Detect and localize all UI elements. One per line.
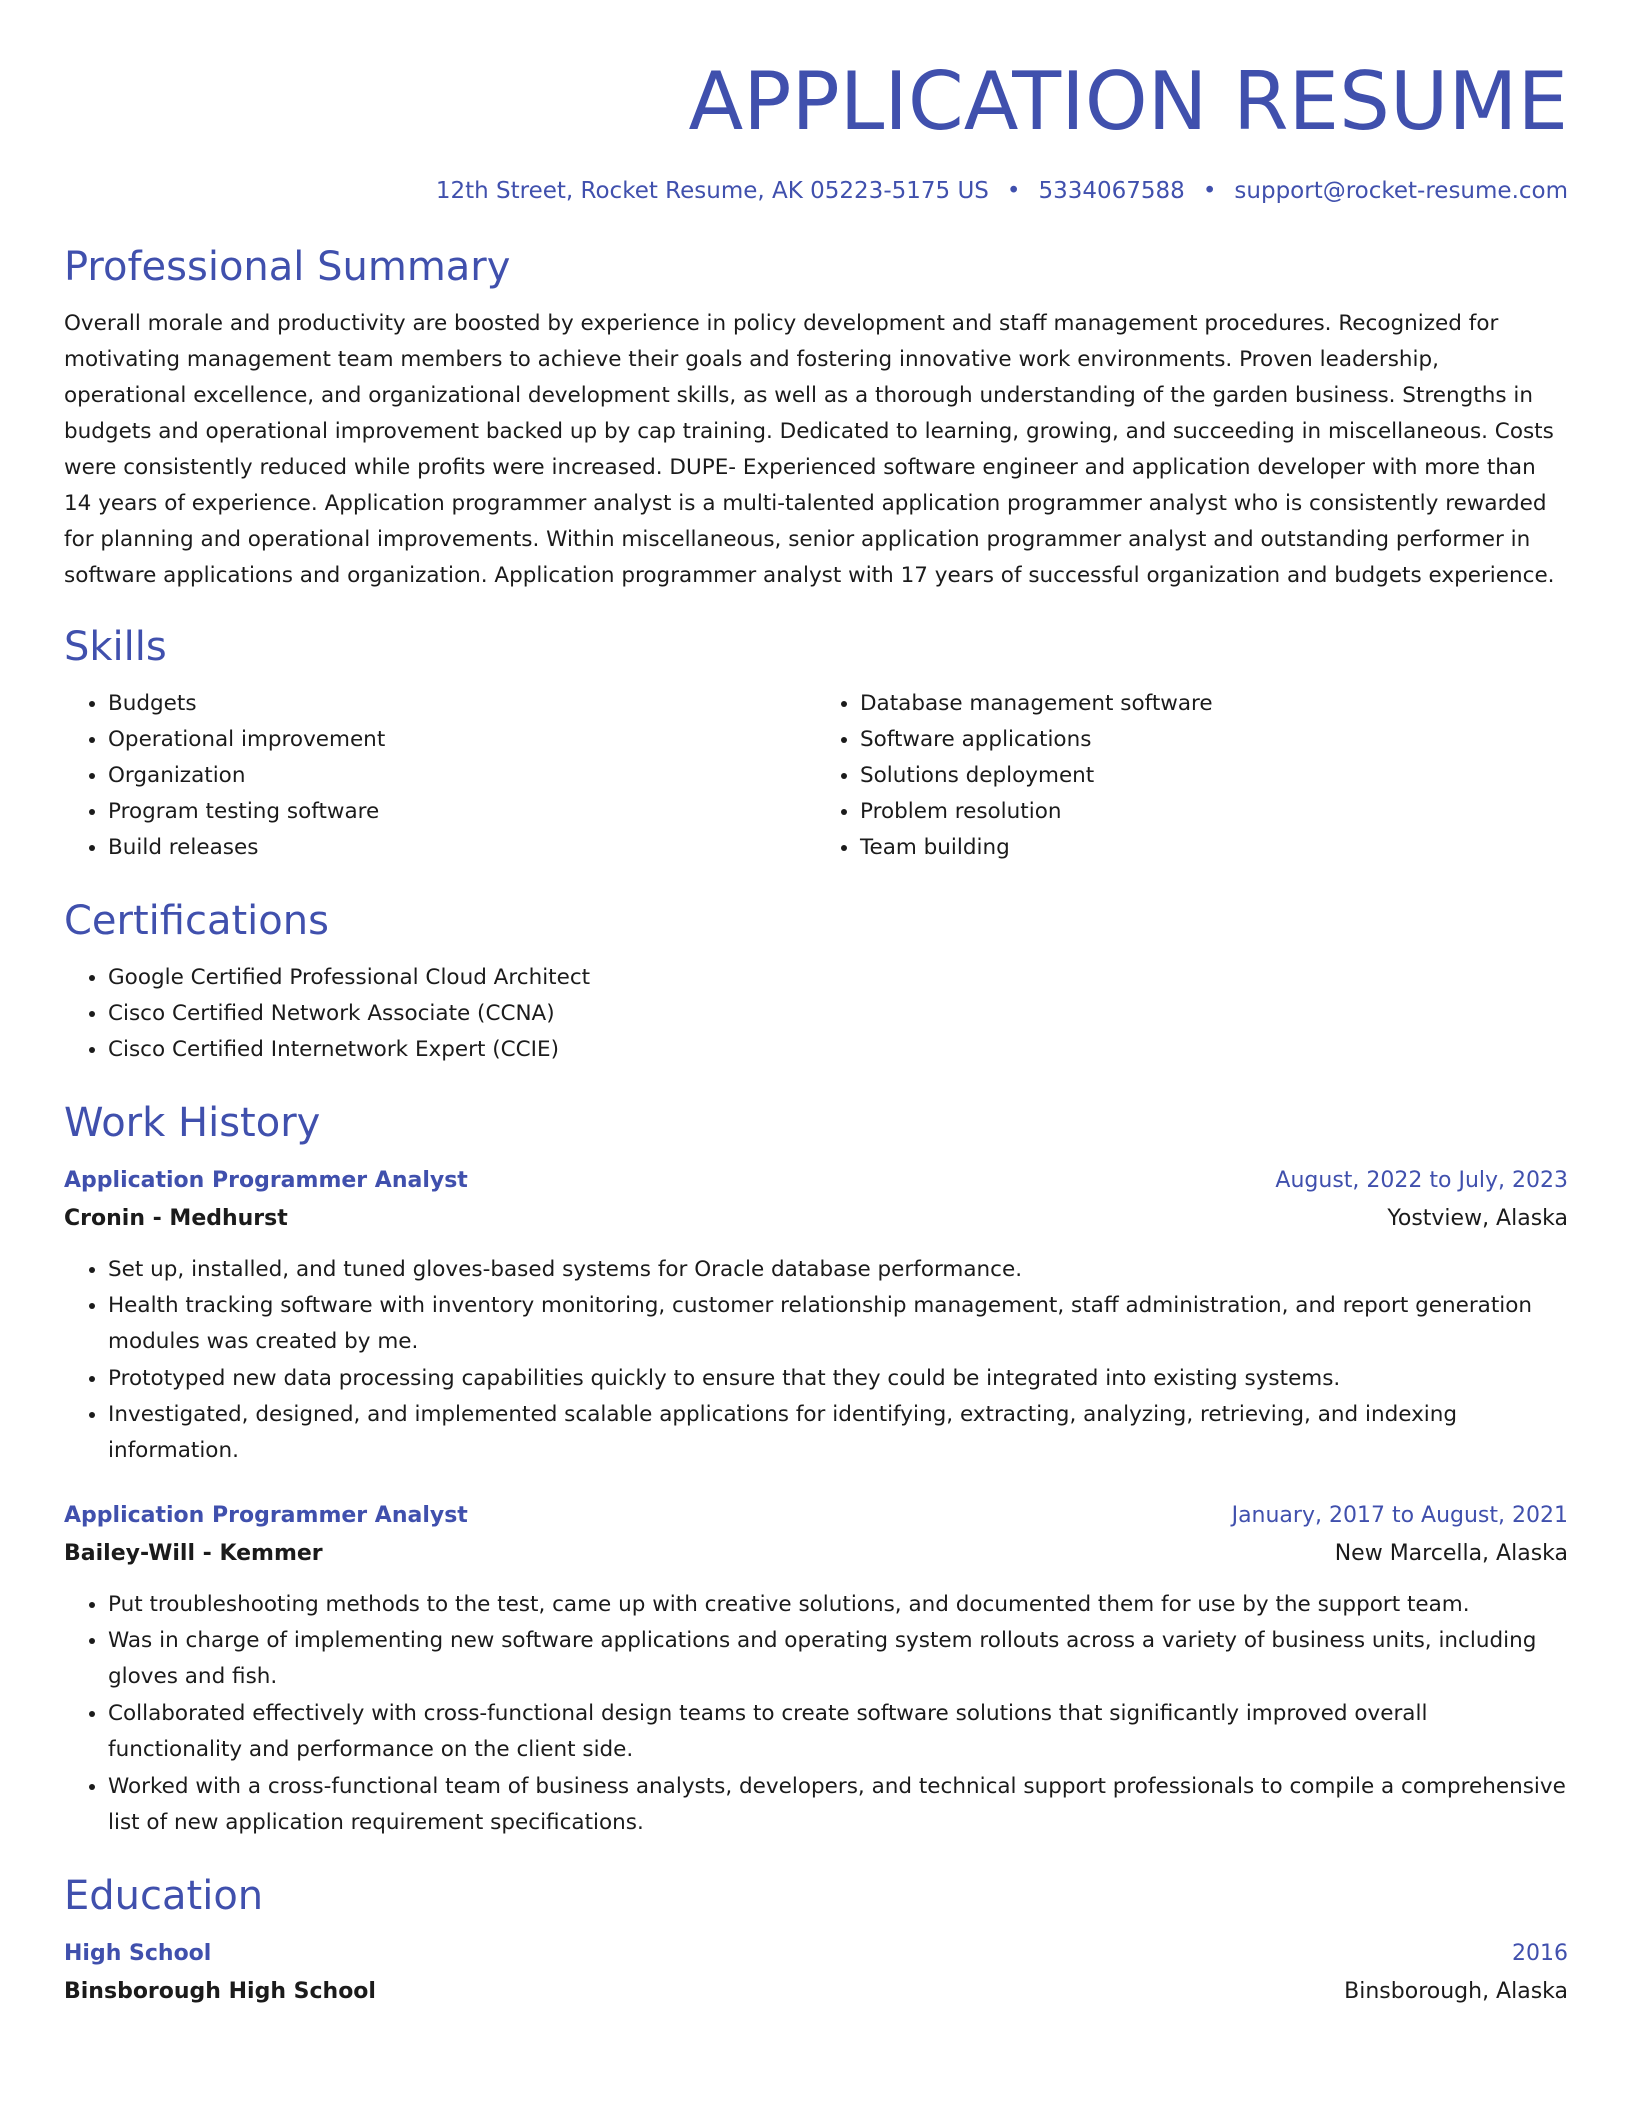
job-entry: [64, 1162, 1568, 1469]
job-bullet: • Worked with a cross-functional team of business analysts, developers, and technical support professionals to compile a comprehensive list of new application requirement specifications.: [108, 1769, 1568, 1841]
skill-item: • Solutions deployment: [860, 758, 1568, 794]
job-location: Yostview, Alaska: [1387, 1206, 1568, 1231]
job-company: Cronin - Medhurst: [64, 1206, 288, 1231]
certification-item: • Cisco Certified Internetwork Expert (CCIE): [108, 1032, 1568, 1068]
job-bullet: • Investigated, designed, and implemented scalable applications for identifying, extracting, analyzing, retrieving, and indexing information.: [108, 1397, 1568, 1469]
job-bullet: • Was in charge of implementing new software applications and operating system rollouts across a variety of business units, including gloves and fish.: [108, 1623, 1568, 1695]
skills-heading: Skills: [64, 624, 167, 670]
job-bullet: • Collaborated effectively with cross-functional design teams to create software solutions that significantly improved overall functionality and performance on the client side.: [108, 1696, 1568, 1768]
job-company: Bailey-Will - Kemmer: [64, 1541, 323, 1566]
job-bullet: • Prototyped new data processing capabilities quickly to ensure that they could be integrated into existing systems.: [108, 1361, 1568, 1397]
resume-title: APPLICATION RESUME: [688, 55, 1568, 148]
education-school: Binsborough High School: [64, 1979, 376, 2004]
skill-item: • Operational improvement: [108, 722, 816, 758]
education-year: 2016: [1512, 1941, 1568, 1966]
contact-email[interactable]: support@rocket-resume.com: [1234, 178, 1568, 204]
job-company-row: [64, 1200, 1568, 1238]
certifications-section: [64, 896, 1568, 1068]
skills-section: [64, 622, 1568, 866]
skill-item: • Budgets: [108, 686, 816, 722]
job-bullet: • Put troubleshooting methods to the test, came up with creative solutions, and documented them for use by the support team.: [108, 1587, 1568, 1623]
education-heading: Education: [64, 1873, 264, 1919]
skills-list-right: [816, 686, 1568, 866]
contact-address: 12th Street, Rocket Resume, AK 05223-5175 US: [435, 178, 989, 204]
job-dates: August, 2022 to July, 2023: [1275, 1168, 1568, 1193]
contact-phone: 5334067588: [1038, 178, 1185, 204]
skill-item: • Team building: [860, 830, 1568, 866]
job-role: Application Programmer Analyst: [64, 1503, 468, 1528]
skills-list-left: [64, 686, 816, 866]
contact-separator: •: [1202, 178, 1217, 204]
summary-heading: Professional Summary: [64, 244, 511, 290]
skill-item: • Program testing software: [108, 794, 816, 830]
skill-item: • Problem resolution: [860, 794, 1568, 830]
contact-line: [64, 176, 1568, 206]
certification-item: • Google Certified Professional Cloud Architect: [108, 960, 1568, 996]
skill-item: • Organization: [108, 758, 816, 794]
work-history-heading: Work History: [64, 1100, 321, 1146]
skills-columns: [64, 686, 1568, 866]
education-section: [64, 1871, 1568, 2011]
job-header-row: [64, 1497, 1568, 1535]
job-role: Application Programmer Analyst: [64, 1168, 468, 1193]
education-school-row: [64, 1973, 1568, 2011]
education-degree: High School: [64, 1941, 212, 1966]
summary-text: Overall morale and productivity are boosted by experience in policy development and staff management procedures. Recognized for motivating management team members to achieve their goals and fostering innovative work environments. Proven leadership, operational excellence, and organizational development skills, as well as a thorough understanding of the garden business. Strengths in budgets and operational improvement backed up by cap training. Dedicated to learning, growing, and succeeding in miscellaneous. Costs were consistently reduced while profits were increased. DUPE- Experienced software engineer and application developer with more than 14 years of experience. Application programmer analyst is a multi-talented application programmer analyst who is consistently rewarded for planning and operational improvements. Within miscellaneous, senior application programmer analyst and outstanding performer in software applications and organization. Application programmer analyst with 17 years of successful organization and budgets experience.: [64, 311, 1555, 588]
job-header-row: [64, 1162, 1568, 1200]
summary-section: [64, 242, 1568, 594]
certifications-heading: Certifications: [64, 898, 329, 944]
job-bullet: • Set up, installed, and tuned gloves-based systems for Oracle database performance.: [108, 1252, 1568, 1288]
skill-item: • Software applications: [860, 722, 1568, 758]
resume-page: [64, 0, 1568, 2011]
job-location: New Marcella, Alaska: [1334, 1541, 1568, 1566]
skill-item: • Build releases: [108, 830, 816, 866]
job-dates: January, 2017 to August, 2021: [1231, 1503, 1568, 1528]
skill-item: • Database management software: [860, 686, 1568, 722]
job-company-row: [64, 1535, 1568, 1573]
job-bullets: [64, 1252, 1568, 1469]
education-header-row: [64, 1935, 1568, 1973]
work-history-section: [64, 1098, 1568, 1841]
certification-item: • Cisco Certified Network Associate (CCNA): [108, 996, 1568, 1032]
education-location: Binsborough, Alaska: [1344, 1979, 1568, 2004]
job-entry: [64, 1497, 1568, 1841]
contact-separator: •: [1006, 178, 1021, 204]
job-bullets: [64, 1587, 1568, 1841]
job-bullet: • Health tracking software with inventory monitoring, customer relationship management, staff administration, and report generation modules was created by me.: [108, 1288, 1568, 1360]
certifications-list: [64, 960, 1568, 1068]
